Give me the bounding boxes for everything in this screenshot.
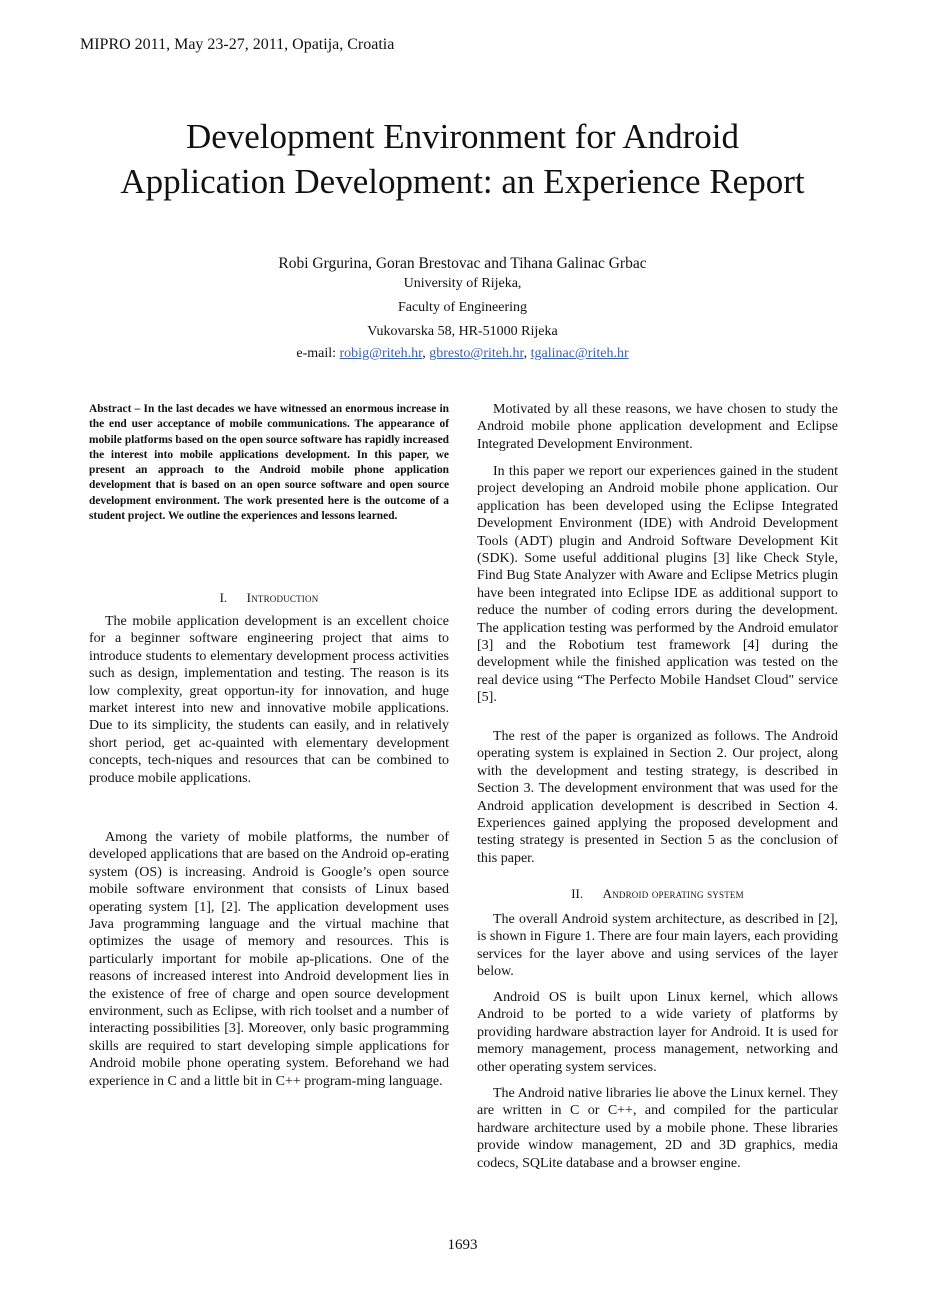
paper-title-line-2: Application Development: an Experience Report [120, 162, 805, 201]
paper-title-line-1: Development Environment for Android [185, 117, 740, 156]
right-column-paragraph-5 [477, 989, 838, 1076]
page-number: 1693 [447, 1237, 478, 1253]
email-line [0, 346, 925, 362]
paragraph: The mobile application development is an excellent choice for a beginner software engineering project that aims to introduce students to elementary development process activities such as design, implementation and testing. The reason is its low complexity, great opportun-ity for innovation, and huge market interest into new and innovative mobile applications. Due to its simplicity, the students can easily, and in relatively short period, get ac-quainted with elementary development concepts, tech-niques and resources that can be combined to produce mobile applications. [89, 614, 449, 786]
paragraph: The Android native libraries lie above the Linux kernel. They are written in C or C++, and compiled for the particular hardware architecture used by a mobile phone. These libraries provide window management, 2D and 3D graphics, media codecs, SQLite database and a browser engine. [477, 1086, 838, 1171]
email-separator: , [523, 346, 531, 361]
section-number: I. [219, 590, 228, 605]
paragraph: In this paper we report our experiences gained in the student project developing an Android mobile phone application. Our application has been developed using the Eclipse Integrated Development Environment (IDE) with Android Development Tools (ADT) plugin and Android Software Development Kit (SDK). Some useful additional plugins [3] like Check Style, Find Bug State Analyzer with Aware and Eclipse Metrics plugin have been integrated into Eclipse IDE as additional support to reduce the number of coding errors during the development. The application testing was performed by the Android emulator [3] and the Robotium test framework [4] during the development while the finished application was tested on the real device using “The Perfecto Mobile Handset Cloud" service [5]. [477, 464, 838, 706]
right-column-paragraph-6 [477, 1085, 838, 1172]
section-title: Android operating system [602, 886, 744, 901]
paragraph: The overall Android system architecture, as described in [2], is shown in Figure 1. There are four main layers, each providing services for the layer above and using services of the layer below. [477, 912, 838, 980]
paper-title [0, 114, 925, 204]
email-separator: , [422, 346, 430, 361]
abstract: Abstract – In the last decades we have witnessed an enormous increase in the end user acceptance of mobile communications. The appearance of mobile platforms based on the open source software has rapidly increased the interest into mobile applications development. In this paper, we present an approach to the Android mobile phone application development that is based on an open source software and open source development environment. The work presented here is the outcome of a student project. We outline the experiences and lessons learned. [89, 403, 449, 523]
address: Vukovarska 58, HR-51000 Rijeka [367, 324, 558, 339]
faculty: Faculty of Engineering [397, 300, 528, 315]
left-column-paragraph-1 [89, 613, 449, 787]
right-column-paragraph-1 [477, 401, 838, 453]
section-title: Introduction [246, 590, 319, 605]
paragraph: Among the variety of mobile platforms, the number of developed applications that are based on the Android op-erating system (OS) is increasing. Android is Google’s open source mobile software environment that consists of Linux based operating system [1], [2]. The application development uses Java programming language and the virtual machine that optimizes the usage of memory and resources. This is particularly important for mobile ap-plications. One of the reasons of increased interest into Android development lies in the existence of free of charge and open source development environment, such as Eclipse, with rich toolset and a number of interacting possibilities [3]. Moreover, only basic programming skills are required to start developing simple applications for Android mobile phone operating system. Beforehand we had experience in C and a little bit in C++ program-ming language. [89, 830, 449, 1089]
paragraph: Android OS is built upon Linux kernel, which allows Android to be ported to a wide variety of platforms by providing hardware abstraction layer for Android. It is used for memory management, process management, networking and other operating system services. [477, 990, 838, 1075]
right-column-paragraph-3 [477, 728, 838, 867]
email-label: e-mail: [296, 346, 340, 361]
authors: Robi Grgurina, Goran Brestovac and Tihana Galinac Grbac [278, 255, 647, 272]
email-link-3[interactable]: tgalinac@riteh.hr [530, 346, 629, 361]
section-heading-android-os [477, 886, 838, 902]
right-column-paragraph-2 [477, 463, 838, 707]
email-link-1[interactable]: robig@riteh.hr [339, 346, 423, 361]
university: University of Rijeka, [403, 276, 522, 291]
right-column-paragraph-4 [477, 911, 838, 981]
paragraph: The rest of the paper is organized as follows. The Android operating system is explained in Section 2. Our project, along with the development and testing strategy, is described in Section 3. The development environment that was used for the Android application development is described in Section 4. Experiences gained applying the proposed development and testing strategy is presented in Section 5 as the conclusion of this paper. [477, 729, 838, 866]
section-heading-introduction [89, 590, 449, 606]
email-link-2[interactable]: gbresto@riteh.hr [429, 346, 524, 361]
left-column-paragraph-2 [89, 829, 449, 1090]
conference-header: MIPRO 2011, May 23-27, 2011, Opatija, Croatia [80, 36, 395, 53]
paragraph: Motivated by all these reasons, we have chosen to study the Android mobile phone application development and Eclipse Integrated Development Environment. [477, 402, 838, 452]
section-number: II. [571, 886, 584, 901]
